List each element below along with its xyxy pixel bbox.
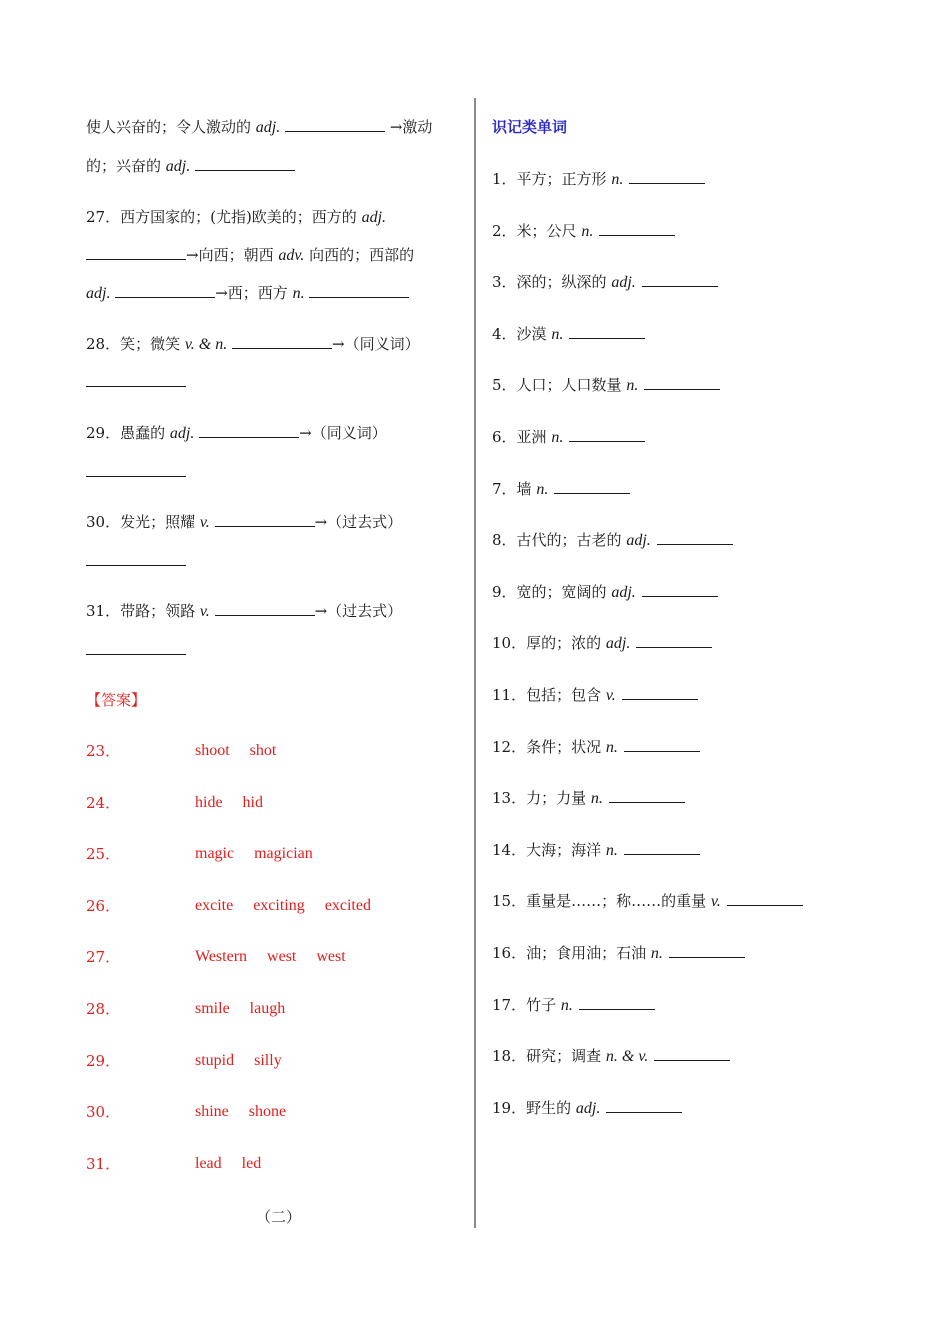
vocab-text: 人口；人口数量 [516,376,622,395]
answer-number: 24． [86,793,121,812]
answer-blank[interactable] [215,601,315,616]
answer-blank[interactable] [727,891,803,906]
vocab-text: 墙 [516,479,532,498]
q27-pos: adj. [361,209,387,226]
vocab-number: 1． [492,170,517,188]
answer-word: silly [254,1051,282,1069]
answer-number: 25． [86,845,121,864]
q30-line-1 [86,512,402,533]
q28-text: 笑；微笑 [120,335,181,353]
answer-number: 29． [86,1051,121,1070]
answer-number: 27． [86,948,121,967]
q28-line-2 [86,372,186,392]
answer-word: laugh [249,1000,286,1017]
answer-word: hid [242,793,263,811]
vocab-pos: n. [551,325,564,343]
answer-words [195,741,276,761]
vocab-text: 包括；包含 [526,686,602,704]
vocab-pos: adj. [626,532,651,550]
vocab-number: 17． [492,995,527,1014]
vocab-number: 9． [492,582,517,601]
vocab-pos: n. [560,996,573,1014]
q30-text: 发光；照耀 [120,513,196,531]
vocab-item [492,891,803,912]
q27-pos-2: adv. [278,247,305,264]
q31-pos: v. [199,603,210,620]
answer-blank[interactable] [86,640,186,655]
vocab-item [492,530,733,551]
answer-word: excited [324,896,371,914]
q27-line-1 [86,207,386,228]
q29-line-1 [86,423,387,444]
q29-text: 愚蠢的 [120,424,166,442]
q27-text-3: 向西的；西部的 [309,246,415,264]
vocab-pos: n. [536,480,549,498]
answer-words [195,999,285,1019]
vocab-item [492,169,705,190]
answer-word: excite [195,896,234,914]
vocab-item [492,479,630,500]
q28-number: 28． [86,335,121,353]
answer-word: shot [249,742,277,759]
vocab-pos: adj. [611,583,636,601]
q28-tail: →（同义词） [332,335,420,353]
vocab-text: 宽的；宽阔的 [516,582,607,601]
vocab-item [492,272,718,293]
answer-word: lead [195,1154,222,1172]
vocab-item [492,633,712,654]
answer-blank[interactable] [195,156,295,171]
vocab-number: 10． [492,634,527,653]
vocab-number: 4． [492,324,517,343]
answer-blank[interactable] [642,272,718,287]
vocab-number: 5． [492,376,517,395]
vocab-item [492,582,718,603]
vocab-text: 厚的；浓的 [526,634,602,653]
q26-text-2: 的；兴奋的 [86,157,162,175]
answer-blank[interactable] [579,995,655,1010]
vocab-item [492,995,655,1016]
section-footer: （二） [256,1208,302,1226]
vocab-pos: n. [650,945,663,962]
vocab-item [492,788,685,809]
q26-pos-2: adj. [165,158,191,175]
vocab-pos: n. [605,738,618,756]
vocab-item [492,1098,682,1119]
answer-blank[interactable] [606,1098,682,1113]
vocab-text: 条件；状况 [526,737,602,756]
vocab-item [492,1046,730,1067]
answer-words [195,844,313,864]
vocab-text: 野生的 [526,1098,572,1117]
q31-tail: →（过去式） [314,602,403,620]
answer-word: Western [195,948,248,966]
answer-word: west [267,948,297,966]
vocab-pos: n. [626,377,639,395]
vocab-text: 米；公尺 [516,221,577,240]
vocab-item [492,943,745,964]
vocab-item [492,840,700,861]
q27-text-4: →西；西方 [215,284,288,302]
answer-number: 28． [86,1000,121,1018]
answer-number: 30． [86,1103,121,1122]
vocab-number: 7． [492,479,517,498]
q28-pos: v. & n. [184,336,228,353]
answer-blank[interactable] [669,943,745,958]
vocab-text: 研究；调查 [526,1047,602,1066]
answer-blank[interactable] [285,117,385,132]
vocab-number: 3． [492,273,517,292]
section-title: 识记类单词 [492,118,568,136]
answer-word: hide [195,793,223,811]
vocab-number: 11． [492,686,527,704]
column-divider [474,98,476,1228]
q30-number: 30． [86,513,121,531]
answer-blank[interactable] [115,283,215,298]
q30-line-2 [86,551,186,571]
answer-word: shine [195,1103,229,1121]
answer-words [195,1102,286,1122]
q31-number: 31． [86,602,121,620]
answer-blank[interactable] [657,530,733,545]
vocab-number: 12． [492,737,527,756]
vocab-pos: n. [551,429,564,446]
q31-line-1 [86,601,402,622]
answer-word: smile [195,1000,230,1017]
vocab-number: 6． [492,428,517,446]
answer-word: magician [254,845,313,863]
answer-blank[interactable] [309,283,409,298]
answer-blank[interactable] [569,427,645,442]
answer-blank[interactable] [644,375,720,390]
vocab-text: 竹子 [526,995,557,1014]
vocab-number: 2． [492,221,517,240]
vocab-pos: n. [605,841,618,859]
answer-words [195,1051,282,1071]
vocab-number: 15． [492,892,527,911]
q27-pos-4: n. [292,285,305,302]
answer-blank[interactable] [599,221,675,236]
q31-line-2 [86,640,186,660]
vocab-number: 16． [492,944,527,962]
answer-words [195,1154,261,1174]
vocab-pos: v. [710,893,721,911]
vocab-number: 18． [492,1047,527,1066]
answer-word: shoot [195,742,230,759]
answer-blank[interactable] [654,1046,730,1061]
q26-arrow-text: →激动 [389,118,433,136]
answer-blank[interactable] [86,462,186,477]
vocab-item [492,375,720,396]
answer-blank[interactable] [199,423,299,438]
answer-blank[interactable] [609,788,685,803]
vocab-number: 13． [492,789,527,808]
answer-blank[interactable] [622,685,698,700]
answer-word: magic [195,845,235,863]
q29-tail: →（同义词） [299,424,387,442]
q27-pos-3: adj. [86,285,111,302]
vocab-pos: adj. [605,635,631,653]
answer-blank[interactable] [642,582,718,597]
answer-word: west [316,948,346,966]
answer-blank[interactable] [629,169,705,184]
q27-line-3 [86,283,409,304]
vocab-item [492,737,700,758]
q30-tail: →（过去式） [314,513,403,531]
vocab-pos: adj. [611,274,636,292]
answer-blank[interactable] [554,479,630,494]
q27-text: 西方国家的；(尤指)欧美的；西方的 [120,208,357,226]
answer-word: exciting [253,896,305,914]
answer-blank[interactable] [624,737,700,752]
answer-word: shone [248,1103,287,1121]
vocab-pos: n. & v. [605,1048,649,1066]
vocab-text: 重量是……；称……的重量 [526,892,707,911]
vocab-pos: v. [605,687,616,704]
answer-blank[interactable] [215,512,315,527]
q27-number: 27． [86,208,121,226]
answer-blank[interactable] [624,840,700,855]
answer-word: led [241,1154,262,1172]
vocab-pos: n. [581,222,594,240]
vocab-item [492,427,645,448]
vocab-pos: adj. [575,1099,601,1117]
vocab-pos: n. [590,790,603,808]
vocab-number: 19． [492,1098,527,1117]
answer-blank[interactable] [569,324,645,339]
vocab-item [492,221,675,242]
vocab-text: 大海；海洋 [526,840,602,859]
answer-blank[interactable] [636,633,712,648]
answer-number: 31． [86,1154,121,1173]
vocab-text: 油；食用油；石油 [526,944,647,962]
q29-line-2 [86,462,186,482]
answer-blank[interactable] [232,334,332,349]
q26-text: 使人兴奋的；令人激动的 [86,118,252,136]
answer-number: 23． [86,742,121,760]
answer-words [195,793,263,813]
vocab-text: 古代的；古老的 [516,531,622,550]
vocab-text: 沙漠 [516,324,547,343]
q30-pos: v. [199,514,210,531]
vocab-text: 平方；正方形 [516,170,607,188]
q26-line-1 [86,117,432,138]
answer-words [195,896,371,916]
q26-pos: adj. [255,119,281,136]
answer-blank[interactable] [86,551,186,566]
vocab-number: 8． [492,531,517,550]
vocab-text: 亚洲 [516,428,547,446]
vocab-item [492,685,698,706]
vocab-text: 力；力量 [526,789,587,808]
answer-blank[interactable] [86,245,186,260]
vocab-item [492,324,645,345]
answer-blank[interactable] [86,372,186,387]
q28-line-1 [86,334,420,355]
q29-pos: adj. [169,425,195,442]
answer-title: 【答案】 [86,691,147,709]
vocab-text: 深的；纵深的 [516,273,607,292]
q29-number: 29． [86,424,121,442]
vocab-number: 14． [492,840,527,859]
answer-number: 26． [86,896,121,915]
q27-text-2: →向西；朝西 [186,246,274,264]
vocab-pos: n. [611,171,624,188]
answer-words [195,947,346,967]
q27-line-2 [86,245,414,266]
q31-text: 带路；领路 [120,602,196,620]
answer-word: stupid [195,1051,235,1069]
q26-line-2 [86,156,295,177]
